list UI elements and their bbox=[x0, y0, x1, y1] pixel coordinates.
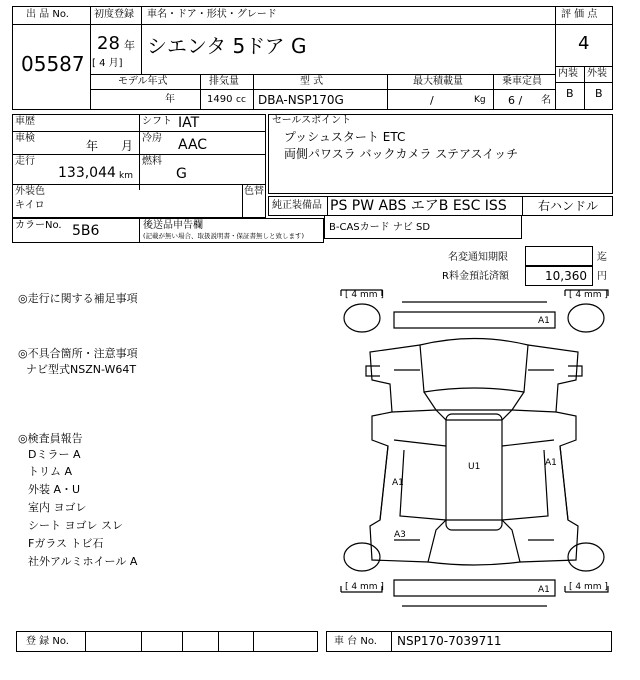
right-body-side bbox=[520, 345, 578, 562]
wheel-rear-left bbox=[344, 543, 380, 571]
rear-bumper bbox=[394, 580, 555, 596]
mileage-value: 133,044 bbox=[58, 165, 116, 181]
recycle-value: 10,360 bbox=[545, 269, 587, 283]
name-change-field bbox=[525, 246, 593, 266]
mark-right-side: A1 bbox=[545, 458, 557, 468]
max-load-label: 最大積載量 bbox=[413, 76, 463, 87]
mileage-unit: km bbox=[119, 171, 133, 181]
inspector-line: トリム A bbox=[28, 465, 73, 478]
shift-label: シフト bbox=[142, 116, 172, 127]
inspector-line: 室内 ヨゴレ bbox=[28, 501, 87, 514]
fuel-label: 燃料 bbox=[142, 156, 162, 167]
chassis-label: 車 台 No. bbox=[334, 636, 377, 647]
tire-fl-bracket bbox=[341, 290, 382, 296]
capacity-label: 乗車定員 bbox=[502, 76, 542, 87]
ac-label: 冷房 bbox=[142, 133, 162, 144]
displacement-value: 1490 bbox=[207, 94, 233, 105]
wheel-front-left bbox=[344, 304, 380, 332]
mark-left-side: A1 bbox=[392, 478, 404, 488]
shift-value: IAT bbox=[178, 115, 200, 131]
windshield bbox=[436, 410, 512, 420]
interior-label: 内装 bbox=[558, 68, 578, 79]
model-label: 車名・ドア・形状・グレード bbox=[147, 9, 277, 20]
inspector-line: シート ヨゴレ スレ bbox=[28, 519, 123, 532]
interior-grade: B bbox=[566, 87, 574, 100]
max-load-unit: Kg bbox=[474, 95, 486, 105]
sales-point-label: セールスポイント bbox=[272, 115, 352, 126]
type-label: 型 式 bbox=[300, 76, 324, 87]
color-label: 外装色 bbox=[15, 186, 45, 197]
defects-line: ナビ型式NSZN-W64T bbox=[26, 363, 137, 376]
exterior-label: 外装 bbox=[587, 68, 607, 79]
mirror-left bbox=[366, 366, 380, 376]
score-label: 評 価 点 bbox=[561, 9, 598, 20]
equipment-items: PS PW ABS エアB ESC ISS bbox=[330, 198, 507, 214]
front-hood bbox=[420, 339, 528, 393]
color-no-value: 5B6 bbox=[72, 223, 100, 239]
year-unit: 年 bbox=[124, 39, 135, 52]
driving-notes-title: ◎走行に関する補足事項 bbox=[18, 292, 138, 305]
name-change-unit: 迄 bbox=[597, 252, 607, 263]
capacity-value: 6 / bbox=[508, 94, 523, 107]
equipment-label: 純正装備品 bbox=[272, 200, 322, 211]
mirror-right bbox=[568, 366, 582, 376]
model-year-unit: 年 bbox=[165, 94, 175, 105]
exterior-grade: B bbox=[595, 87, 603, 100]
displacement-label: 排気量 bbox=[209, 76, 239, 87]
fuel-value: G bbox=[176, 166, 187, 182]
tire-rl-label: [ 4 mm ] bbox=[345, 582, 384, 592]
name-change-label: 名変通知期限 bbox=[448, 252, 508, 263]
recycle-label: R料金預託済額 bbox=[442, 271, 509, 282]
score-value: 4 bbox=[578, 33, 590, 54]
registration-label: 登 録 No. bbox=[26, 636, 69, 647]
color-value: キイロ bbox=[15, 200, 45, 211]
tire-rl-bracket bbox=[341, 586, 382, 592]
tire-fr-bracket bbox=[565, 290, 608, 296]
left-body-side bbox=[370, 345, 428, 562]
tire-fl-label: [ 4 mm ] bbox=[345, 290, 384, 300]
inspector-line: 外装 A・U bbox=[28, 483, 81, 496]
lot-number: 05587 bbox=[21, 52, 85, 76]
first-reg-label: 初度登録 bbox=[94, 9, 134, 20]
mark-rear-bumper: A1 bbox=[538, 585, 550, 595]
wheel-rear-right bbox=[568, 543, 604, 571]
sales-point-line1: プッシュスタート ETC bbox=[284, 130, 406, 144]
postal-label: 後送品申告欄 bbox=[143, 220, 203, 231]
tire-rr-bracket bbox=[565, 586, 608, 592]
year-value: 28 bbox=[97, 33, 120, 54]
postal-note: (記載が無い場合、取扱説明書・保証書無しと致します) bbox=[143, 232, 305, 240]
repaint-label: 色替 bbox=[244, 186, 264, 197]
defects-title: ◎不具合箇所・注意事項 bbox=[18, 347, 138, 360]
mark-front-bumper: A1 bbox=[538, 316, 550, 326]
chassis-value: NSP170-7039711 bbox=[397, 634, 502, 648]
model-year-label: モデル年式 bbox=[118, 76, 168, 87]
drive-side: 右ハンドル bbox=[538, 199, 599, 213]
inspector-line: 社外アルミホイール A bbox=[28, 555, 138, 568]
wheel-front-right bbox=[568, 304, 604, 332]
lot-label: 出 品 No. bbox=[26, 9, 69, 20]
mileage-label: 走行 bbox=[15, 156, 35, 167]
capacity-unit: 名 bbox=[541, 95, 551, 106]
inspector-line: Dミラー A bbox=[28, 448, 81, 461]
tire-rr-label: [ 4 mm ] bbox=[569, 582, 608, 592]
inspection-label: 車検 bbox=[15, 133, 35, 144]
history-label: 車歴 bbox=[15, 116, 35, 127]
mark-left-rear: A3 bbox=[394, 530, 406, 540]
inspector-title: ◎検査員報告 bbox=[18, 432, 83, 445]
displacement-unit: cc bbox=[236, 95, 246, 105]
inspection-year-unit: 年 bbox=[86, 139, 99, 153]
mark-roof: U1 bbox=[468, 462, 481, 472]
type-code: DBA-NSP170G bbox=[258, 93, 344, 107]
recycle-unit: 円 bbox=[597, 271, 607, 282]
front-bumper bbox=[394, 312, 555, 328]
max-load-value: / bbox=[430, 94, 434, 107]
inspection-month-unit: 月 bbox=[121, 139, 134, 153]
month-value: [ 4 月] bbox=[92, 58, 123, 69]
ac-value: AAC bbox=[178, 137, 208, 153]
model-name: シエンタ 5ドア G bbox=[147, 34, 307, 58]
color-no-label: カラーNo. bbox=[15, 220, 62, 231]
roof-panel bbox=[446, 414, 502, 530]
sales-point-line2: 両側パワスラ バックカメラ ステアスイッチ bbox=[284, 147, 519, 161]
tire-fr-label: [ 4 mm ] bbox=[569, 290, 608, 300]
equipment-extra: B-CASカード ナビ SD bbox=[329, 222, 431, 233]
rear-hatch bbox=[428, 520, 520, 565]
inspector-line: Fガラス トビ石 bbox=[28, 537, 104, 550]
